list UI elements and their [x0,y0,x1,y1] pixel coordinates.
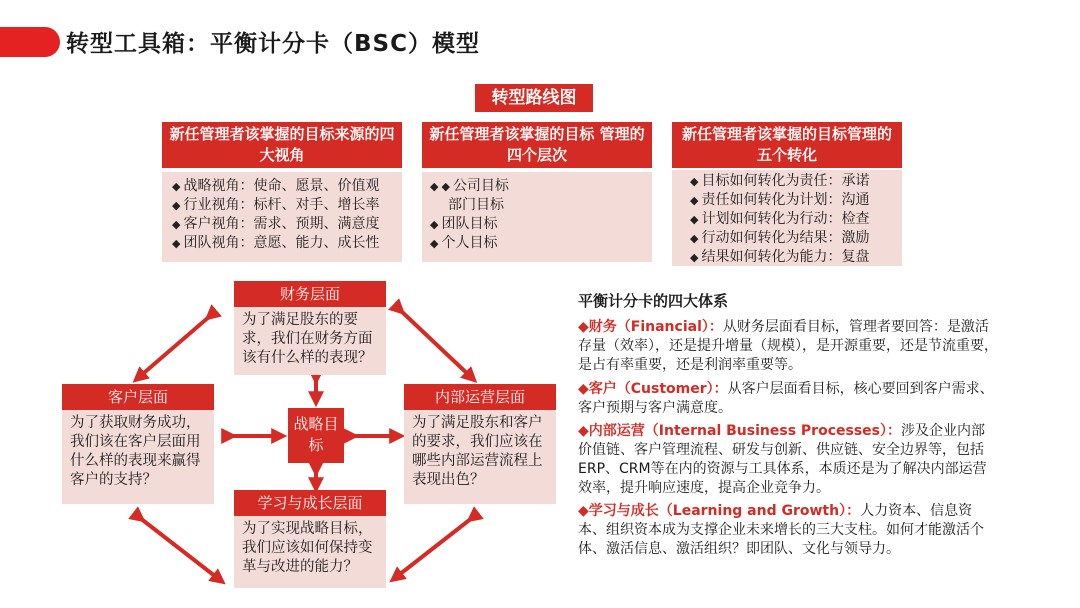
system-label: 客户（Customer）： [588,381,728,397]
list-item: ◆ 战略视角：使命、愿景、价值观 [172,178,380,194]
system-finance: ◆财务（Financial）：从财务层面看目标，管理者要回答：是激活存量（效率），还是提升增量（规模），是开源重要，还是节流重要，是占有率重要，还是利润率重要等。 [578,319,998,373]
roadmap-title: 转型路线图 [475,84,593,112]
internal-header: 内部运营层面 [404,384,556,410]
list-item: ◆ 团队视角：意愿、能力、成长性 [172,235,380,251]
arrow-finance-customer [138,316,210,378]
system-internal: ◆内部运营（Internal Business Processes）：涉及企业内部价值链、客户管理流程、研发与创新、供应链、安全边界等，包括ERP、CRM等在内的资源与工具体系，本质还是为了解决内部运营效率，提升响应速度，提高企业竞争力。 [578,423,987,496]
list-item: ◆ 客户视角：需求、预期、满意度 [172,216,380,232]
page-title: 转型工具箱：平衡计分卡（BSC）模型 [66,31,480,57]
list-item: ◆ 计划如何转化为行动：检查 [690,211,870,227]
list-item: ◆ 责任如何转化为计划：沟通 [690,192,870,208]
system-label: 内部运营（Internal Business Processes）： [588,423,901,439]
system-customer: ◆客户（Customer）：从客户层面看目标，核心要回到客户需求、客户预期与客户满意度。 [578,381,994,416]
transformations-header: 新任管理者该掌握的目标管理的五个转化 [672,122,902,168]
arrow-internal-learning [395,518,472,578]
finance-text: 为了满足股东的要求，我们在财务方面该有什么样的表现？ [242,312,373,366]
system-label: 财务（Financial）： [588,319,723,335]
finance-header: 财务层面 [234,281,386,307]
customer-box [62,384,214,504]
arrow-customer-learning [140,518,220,580]
finance-box [234,281,386,375]
internal-box [404,384,556,504]
list-item: 部门目标 [448,197,504,213]
systems-title: 平衡计分卡的四大体系 [578,292,729,310]
learning-text: 为了实现战略目标，我们应该如何保持变革与改进的能力？ [242,521,373,575]
list-item: ◆ 团队目标 [430,216,498,232]
list-item: ◆ ◆ 公司目标 [430,178,509,194]
learning-header: 学习与成长层面 [234,490,386,516]
list-item: ◆ 结果如何转化为能力：复盘 [690,249,870,265]
internal-text: 为了满足股东和客户的要求，我们应该在哪些内部运营流程上表现出色？ [412,415,543,488]
list-item: ◆ 行动如何转化为结果：激励 [690,230,870,246]
strategy-goal-box: 战略目标 [288,408,344,463]
system-learning: ◆学习与成长（Learning and Growth）：人力资本、信息资本、组织资本成为支撑企业未来增长的三大支柱。如何才能激活个体、激活信息、激活组织？即团队、文化与领导力。 [578,503,984,557]
list-item: ◆ 目标如何转化为责任：承诺 [690,173,870,189]
list-item: ◆ 行业视角：标杆、对手、增长率 [172,197,380,213]
list-item: ◆ 个人目标 [430,235,498,251]
learning-box [234,490,386,588]
customer-header: 客户层面 [62,384,214,410]
levels-header: 新任管理者该掌握的目标 管理的四个层次 [422,122,652,168]
customer-text: 为了获取财务成功，我们该在客户层面用什么样的表现来赢得客户的支持？ [70,415,201,488]
perspectives-header: 新任管理者该掌握的目标来源的四大视角 [162,122,402,168]
system-label: 学习与成长（Learning and Growth）： [588,503,861,519]
arrow-finance-internal [400,310,472,378]
